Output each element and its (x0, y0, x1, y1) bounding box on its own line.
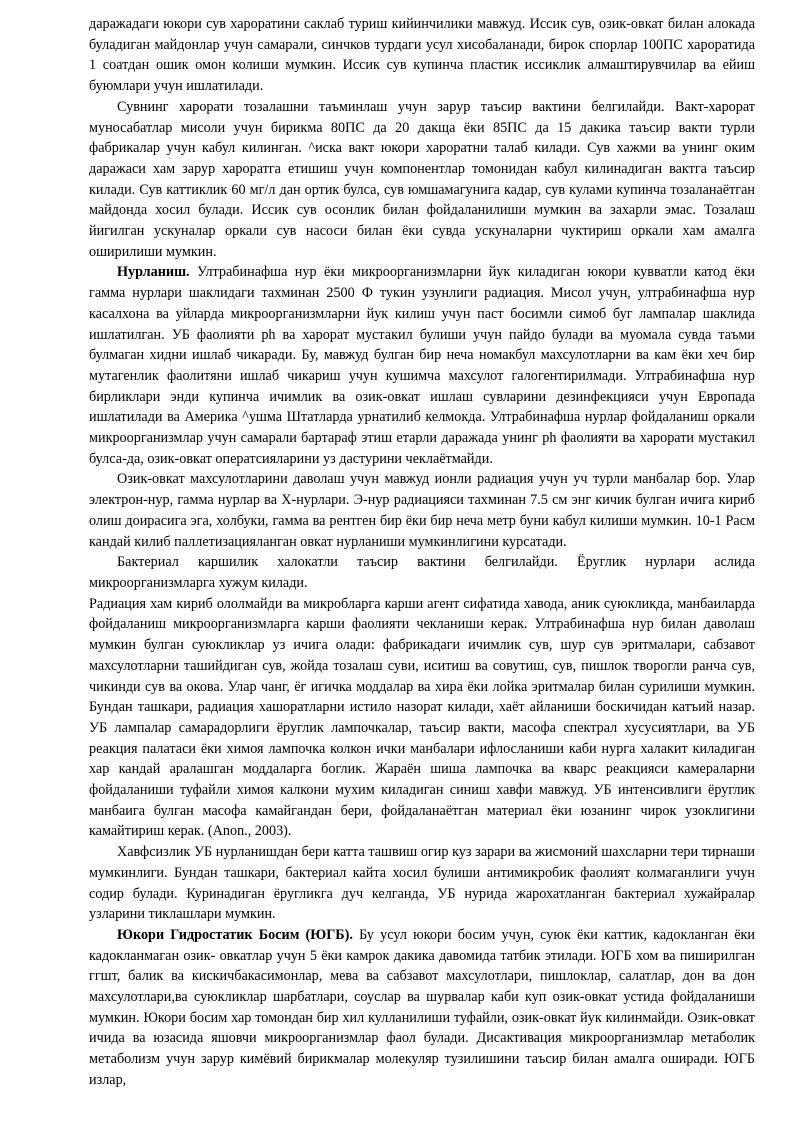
paragraph-text: Бактериал каршилик халокатли таъсир вактини белгилайди. Ёруглик нурлари аслида микроорганизмларга хужум килади. (89, 554, 755, 591)
section-heading-hpp: Юкори Гидростатик Босим (ЮГБ). (117, 926, 353, 943)
paragraph-2 (89, 97, 755, 263)
paragraph-7 (89, 842, 755, 925)
paragraph-text: даражадаги юкори сув хароратини саклаб туриш кийинчилики мавжуд. Иссик сув, озик-овкат билан алокада буладиган майдонлар учун самарали, синчков турдаги усул хисобаланади, бирок спорлар 100ПС хароратида 1 соатдан ошик омон колиши мумкин. Иссик сув купинча пластик иссиклик алмаштирувчилар ва ейиш буюмлари учун ишлатилади. (89, 16, 755, 95)
paragraph-text: Озик-овкат махсулотларини даволаш учун мавжуд ионли радиация учун уч турли манбалар бор. Улар электрон-нур, гамма нурлар ва Х-нурлари. Э-нур радиацияси тахминан 7.5 см энг кичик булган ичига кириб олиш доирасига эга, холбуки, гамма ва рентген бир ёки бир неча метр буни кабул килиши мумкин. 10-1 Расм кандай килиб паллетизацияланган овкат нурланиши мумкинлигини курсатади. (89, 471, 755, 550)
section-heading-irradiation: Нурланиш. (117, 264, 190, 281)
paragraph-1 (89, 14, 755, 97)
paragraph-text: Сувнинг харорати тозалашни таъминлаш учун зарур таъсир вактини белгилайди. Вакт-харорат муносабатлар мисоли учун бирикма 80ПС да 20 дакща ёки 85ПС да 15 дакика таъсир вакти турли фабрикалар учун кабул килинган. ^иска вакт юкори хароратни талаб килади. Сув хажми ва унинг оким даражаси хам зарур хароратга етишиш учун компонентлар томонидан кабул килинадиган вактга таъсир килади. Сув каттиклик 60 мг/л дан ортик булса, сув юмшамагунига кадар, сув кулами купинча тозаланаётган майдонда хосил булади. Иссик сув осонлик билан фойдаланилиши мумкин ва захарли эмас. Тозалаш йигилган ускуналар оркали сув насоси билан ёки сувда ускуналарни чуктириш оркали хам амалга оширилиши мумкин. (89, 98, 755, 260)
paragraph-6 (89, 594, 755, 842)
paragraph-text: Радиация хам кириб ололмайди ва микробларга карши агент сифатида хавода, аник суюкликда, манбаиларда фойдаланиш микроорганизмларга карши фаолияти чекланиши керак. Ултрабинафша нур билан даволаш мумкин булган суюкликлар уз ичига олади: фабрикадаги ичимлик сув, шур сув эритмалари, сабзавот махсулотларни ташийдиган сув, жойда тозалаш суви, иситиш ва совутиш, сув, пишлок творогли ранча сув, чикинди сув ва окова. Улар чанг, ёг игичка моддалар ва хира ёки лойка эритмалар билан сурилиши мумкин. Бундан ташкари, радиация хашоратларни истило назорат килади, хаёт айланиши боскичидан катъий назар. УБ лампалар самарадорлиги ёруглик лампочкалар, таъсир вакти, масофа спектрал хусусиятлари, ва УБ реакция палатаси ёки химоя лампочка колкон ички манбалари ифлосланиши каби нурга халакит киладиган хар кандай аралашган моддаларга боглик. Жараён шиша лампочка ва кварс реакцияси камераларни фойдаланиши туфайли химоя калкони мухим киладиган синиш хавфи мавжуд. УБ интенсивлиги ёруглик манбаига булган масофа камайгандан бери, фойдаланаётган материал ёки юзанинг чирок узоклигини камайтириш керак. (Anon., 2003). (89, 595, 755, 840)
paragraph-irradiation (89, 262, 755, 469)
paragraph-hpp (89, 925, 755, 1091)
paragraph-5 (89, 552, 755, 593)
paragraph-4 (89, 469, 755, 552)
paragraph-text: Бу усул юкори босим учун, суюк ёки каттик, кадокланган ёки кадокланмаган озик- овкатлар учун 5 ёки камрок дакика давомида татбик этилади. ЮГБ хом ва пиширилган ггшт, балик ва кискичбакасимонлар, мева ва сабзавот махсулотлари, пишлоклар, салатлар, дон ва дон махсулотлари,ва суюкликлар шарбатлари, соуслар ва шурвалар каби куп озик-овкат устида фойдаланиши мумкин. Юкори босим хар томондан бир хил кулланилиши туфайли, озик-овкат йук килинмайди. Озик-овкат ичида ва юзасида яшовчи микроорганизмлар фаол булади. Дисактивация микроорганизмлар метаболик метаболизм учун зарур кимёвий бирикмалар молекуляр тузилишини таъсир билан амалга оширади. ЮГБ излар, (89, 926, 755, 1088)
paragraph-text: Ултрабинафша нур ёки микроорганизмларни йук киладиган юкори кувватли катод ёки гамма нурлари шаклидаги тахминан 2500 Ф тукин узунлиги радиация. Мисол учун, ултрабинафша нур касалхона ва уйларда микроорганизмларни йук килиш учун паст босимли симоб буг лампалар шаклида ишлатилган. УБ фаолияти ph ва харорат мустакил булиши учун пайдо булади ва муомала сувда таъми булмаган хидни ишлаб чикаради. Бу, мавжуд булган бир неча номакбул махсулотларни ва кам ёки хеч бир мутагенлик фаолитяни ишлаб чикариш учун кушимча махсулот галогентирилмади. Ултрабинафша нур бирликлари энди купинча ичимлик ва озик-овкат ишлаш сувларини дезинфекцияси учун Европада ишлатилади ва Америка ^ушма Штатларда урнатилиб келмокда. Ултрабинафша нурлар фойдаланиш оркали микроорганизмлар учун самарали бартараф этиш етарли даражада унинг ph фаолияти ва харорати мустакил булса-да, озик-овкат оператсияларини уз дастурини чеклаётмайди. (89, 264, 756, 467)
paragraph-text: Хавфсизлик УБ нурланишдан бери катта ташвиш огир куз зарари ва жисмоний шахсларни тери тирнаши мумкинлиги. Бундан ташкари, бактериал кайта хосил булиши антимикробик фаолият колмаганлиги учун содир булади. Куринадиган ёругликга дуч келганда, УБ нурида жарохатланган бактериал хужайралар узларини тиклашлари мумкин. (89, 844, 755, 923)
